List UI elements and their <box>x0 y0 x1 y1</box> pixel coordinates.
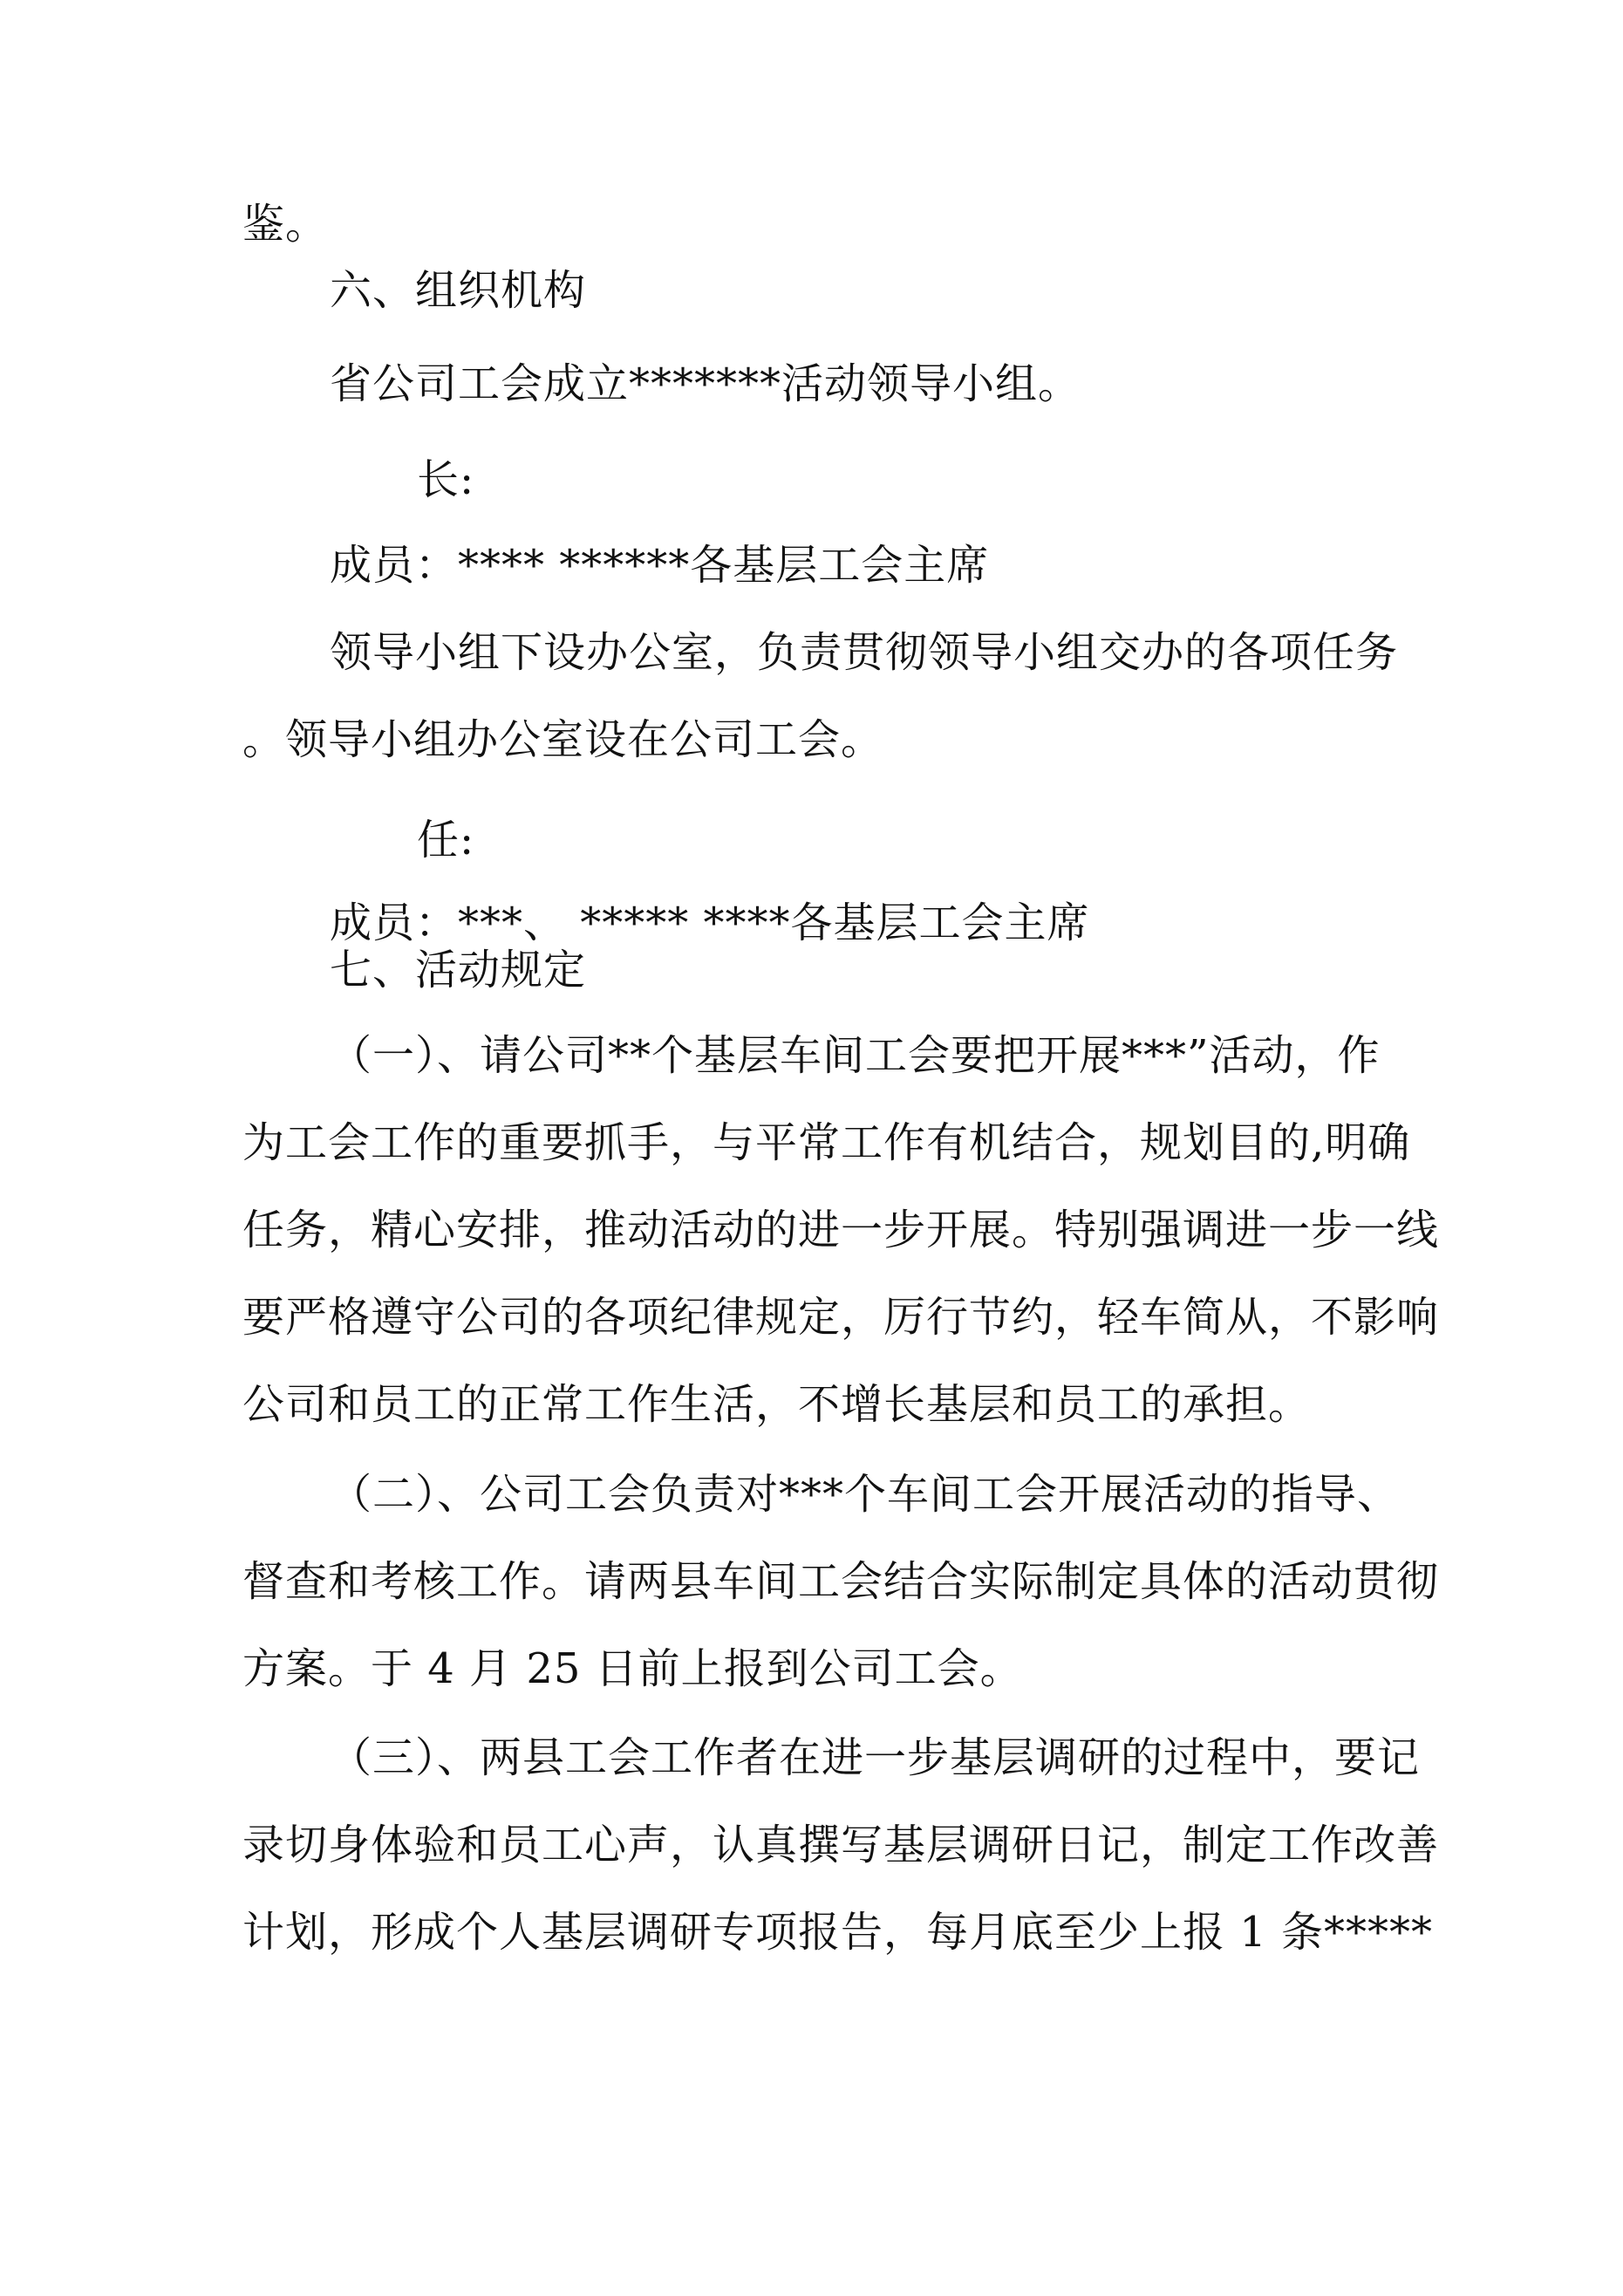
text-line: 成员：**** ******各基层工会主席 <box>330 541 990 590</box>
text-line: 为工会工作的重要抓手，与平常工作有机结合，规划目的,明确 <box>242 1118 1411 1167</box>
text-line: （一）、请公司**个基层车间工会要把开展***”活动，作 <box>330 1031 1381 1080</box>
text-line: 计划，形成个人基层调研专项报告，每月底至少上报 1 条***** <box>242 1908 1434 1957</box>
text-line: 成员：***、 ***** ****各基层工会主席 <box>330 899 1090 947</box>
text-line: 督查和考核工作。请两县车间工会结合实际制定具体的活动贯彻 <box>242 1557 1440 1606</box>
text-line: 领导小组下设办公室，负责贯彻领导小组交办的各项任务 <box>330 628 1399 677</box>
text-line: 方案。于 4 月 25 日前上报到公司工会。 <box>242 1644 1023 1693</box>
text-line: 任务，精心安排，推动活动的进一步开展。特别强调进一步一线 <box>242 1206 1440 1254</box>
text-line: 鉴。 <box>242 200 329 249</box>
text-line: 任: <box>417 816 475 864</box>
text-line: 省公司工会成立*******活动领导小组。 <box>330 359 1081 408</box>
text-line: （三）、两县工会工作者在进一步基层调研的过程中，要记 <box>330 1733 1421 1782</box>
text-line: 长: <box>417 455 475 504</box>
text-line: （二）、公司工会负责对***个车间工会开展活动的指导、 <box>330 1470 1401 1519</box>
text-line: 要严格遵守公司的各项纪律规定，厉行节约，轻车简从，不影响 <box>242 1293 1440 1342</box>
section-heading: 六、组织机构 <box>330 266 587 315</box>
text-line: 录切身体验和员工心声，认真撰写基层调研日记，制定工作改善 <box>242 1821 1440 1869</box>
text-line: 公司和员工的正常工作生活，不增长基层和员工的承担。 <box>242 1380 1312 1429</box>
text-line: 。领导小组办公室设在公司工会。 <box>242 715 884 764</box>
section-heading: 七、活动规定 <box>330 946 587 994</box>
